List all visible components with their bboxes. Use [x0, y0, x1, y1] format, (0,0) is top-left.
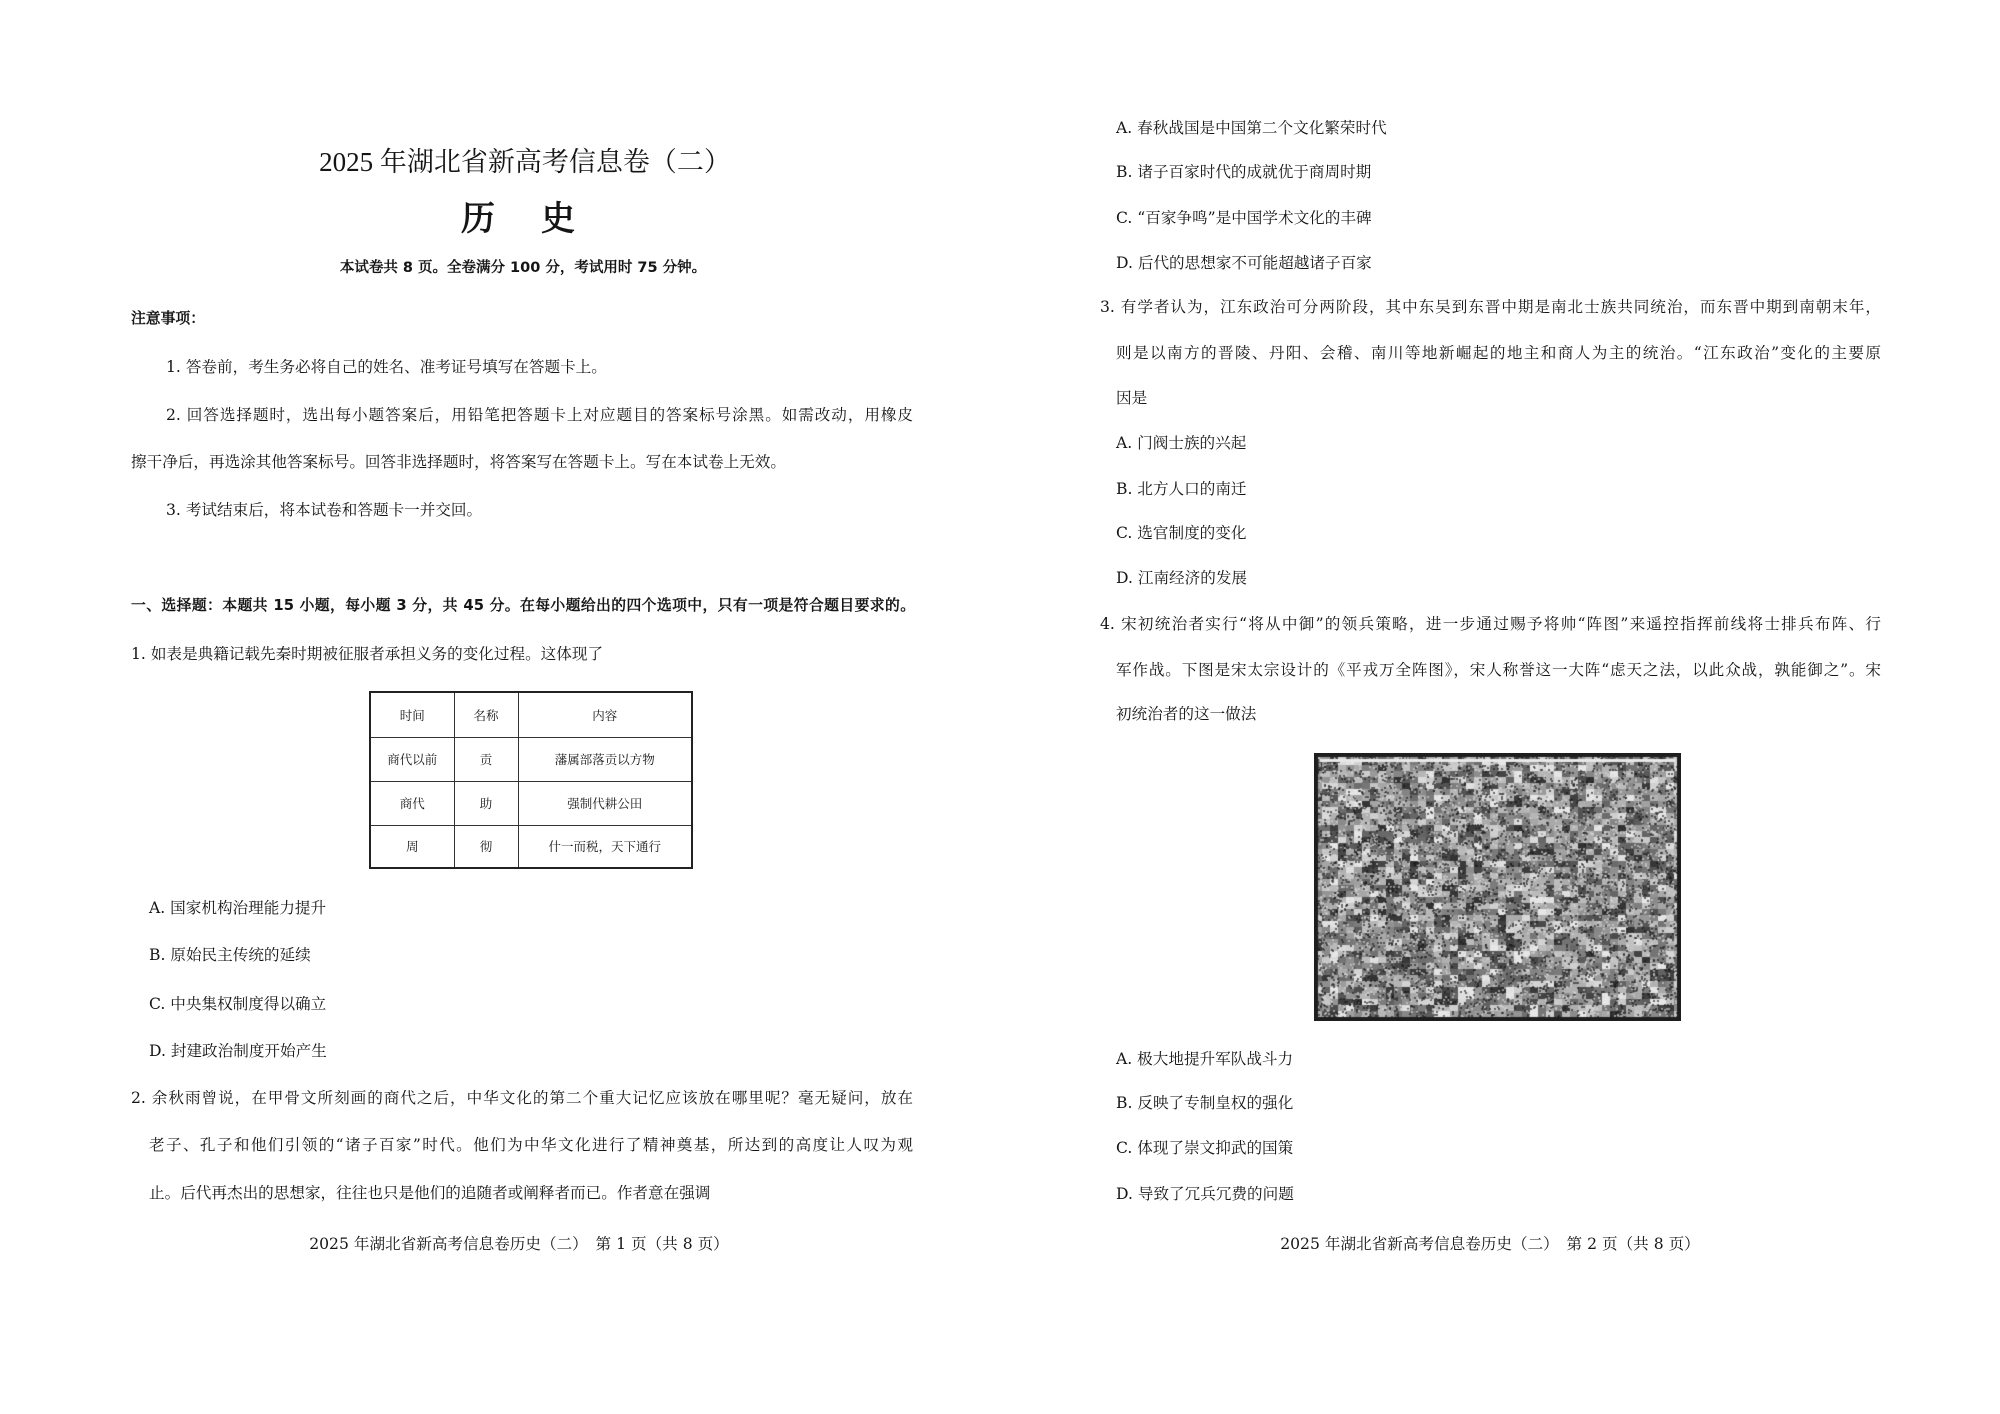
table-row [370, 825, 692, 868]
page-footer-left: 2025 年湖北省新高考信息卷历史（二） 第 1 页（共 8 页） [309, 1235, 729, 1253]
question-1-option-a: A. 国家机构治理能力提升 [149, 899, 327, 917]
notice-item-1: 1. 答卷前，考生务必将自己的姓名、准考证号填写在答题卡上。 [166, 358, 607, 376]
table-cell: 周 [370, 825, 454, 868]
notice-heading: 注意事项： [131, 310, 205, 327]
question-1-option-d: D. 封建政治制度开始产生 [149, 1042, 327, 1060]
question-3-option-a: A. 门阀士族的兴起 [1116, 434, 1247, 452]
notice-item-2-line-1: 2. 回答选择题时，选出每小题答案后，用铅笔把答题卡上对应题目的答案标号涂黑。如需改动，用橡皮 [166, 406, 913, 424]
table-header-cell: 名称 [454, 692, 518, 737]
table-cell: 彻 [454, 825, 518, 868]
table-cell: 商代 [370, 781, 454, 825]
exam-info: 本试卷共 8 页。全卷满分 100 分，考试用时 75 分钟。 [339, 260, 707, 276]
question-3-stem-line-1: 3. 有学者认为，江东政治可分两阶段，其中东吴到东晋中期是南北士族共同统治，而东晋中期到南朝末年， [1100, 298, 1881, 316]
table-header-row [370, 692, 692, 737]
table-cell: 贡 [454, 737, 518, 781]
question-2-stem-line-1: 2. 余秋雨曾说，在甲骨文所刻画的商代之后，中华文化的第二个重大记忆应该放在哪里呢？毫无疑问，放在 [131, 1089, 913, 1107]
question-3-option-b: B. 北方人口的南迁 [1116, 480, 1247, 498]
question-2-stem-line-3: 止。后代再杰出的思想家，往往也只是他们的追随者或阐释者而已。作者意在强调 [149, 1184, 711, 1202]
question-4-stem-line-1: 4. 宋初统治者实行“将从中御”的领兵策略，进一步通过赐予将帅“阵图”来遥控指挥前线将士排兵布阵、行 [1100, 615, 1881, 633]
question-1-stem: 1. 如表是典籍记载先秦时期被征服者承担义务的变化过程。这体现了 [131, 645, 604, 663]
table-header-cell: 时间 [370, 692, 454, 737]
question-3-stem-line-3: 因是 [1116, 389, 1148, 407]
notice-item-3: 3. 考试结束后，将本试卷和答题卡一并交回。 [166, 501, 483, 519]
question-1-option-b: B. 原始民主传统的延续 [149, 946, 311, 964]
question-2-option-d: D. 后代的思想家不可能超越诸子百家 [1116, 254, 1372, 272]
table-cell: 强制代耕公田 [518, 781, 692, 825]
subject-heading: 历 史 [461, 199, 581, 239]
question-1-option-c: C. 中央集权制度得以确立 [149, 995, 327, 1013]
exam-title: 2025 年湖北省新高考信息卷（二） [319, 147, 731, 177]
table-cell: 藩属部落贡以方物 [518, 737, 692, 781]
question-4-stem-line-3: 初统治者的这一做法 [1116, 705, 1257, 723]
question-2-option-b: B. 诸子百家时代的成就优于商周时期 [1116, 163, 1372, 181]
question-3-stem-line-2: 则是以南方的晋陵、丹阳、会稽、南川等地新崛起的地主和商人为主的统治。“江东政治”变化的主要原 [1116, 344, 1881, 362]
question-4-option-d: D. 导致了冗兵冗费的问题 [1116, 1185, 1294, 1203]
question-3-option-c: C. 选官制度的变化 [1116, 524, 1247, 542]
question-4-stem-line-2: 军作战。下图是宋太宗设计的《平戎万全阵图》，宋人称誉这一大阵“虑天之法，以此众战，孰能御之”。宋 [1116, 661, 1881, 679]
formation-diagram-image [1314, 753, 1681, 1021]
question-2-option-a: A. 春秋战国是中国第二个文化繁荣时代 [1116, 119, 1387, 137]
table-cell: 什一而税，天下通行 [518, 825, 692, 868]
table-cell: 商代以前 [370, 737, 454, 781]
question-4-option-c: C. 体现了崇文抑武的国策 [1116, 1139, 1294, 1157]
page-footer-right: 2025 年湖北省新高考信息卷历史（二） 第 2 页（共 8 页） [1280, 1235, 1700, 1253]
question-3-option-d: D. 江南经济的发展 [1116, 569, 1248, 587]
notice-item-2-line-2: 擦干净后，再选涂其他答案标号。回答非选择题时，将答案写在答题卡上。写在本试卷上无效。 [131, 453, 786, 471]
question-2-stem-line-2: 老子、孔子和他们引领的“诸子百家”时代。他们为中华文化进行了精神奠基，所达到的高度让人叹为观 [149, 1136, 913, 1154]
table-header-cell: 内容 [518, 692, 692, 737]
table-row [370, 781, 692, 825]
table-row [370, 737, 692, 781]
question-1-table [369, 691, 693, 869]
question-4-option-a: A. 极大地提升军队战斗力 [1116, 1050, 1294, 1068]
question-4-option-b: B. 反映了专制皇权的强化 [1116, 1094, 1294, 1112]
section-heading: 一、选择题：本题共 15 小题，每小题 3 分，共 45 分。在每小题给出的四个选项中，只有一项是符合题目要求的。 [131, 597, 915, 614]
question-2-option-c: C. “百家争鸣”是中国学术文化的丰碑 [1116, 209, 1372, 227]
table-cell: 助 [454, 781, 518, 825]
